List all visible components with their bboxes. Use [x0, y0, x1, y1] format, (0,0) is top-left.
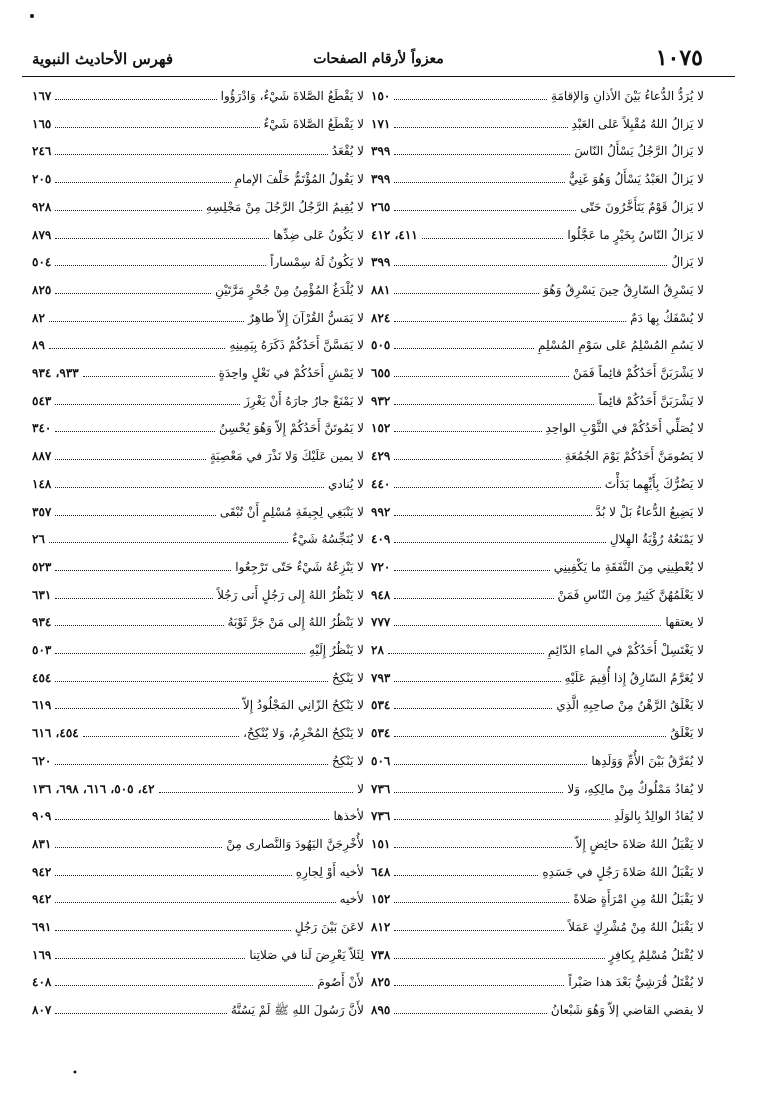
dot-leader — [55, 681, 328, 682]
dot-leader — [55, 985, 313, 986]
dot-leader — [55, 238, 269, 239]
hadith-incipit: لا يَمُوتَنَّ أَحَدُكُمْ إِلاّ وَهُوَ يُحْسِنُ — [218, 421, 364, 436]
index-entry — [32, 416, 364, 436]
dot-leader — [394, 764, 587, 765]
hadith-incipit: لا يقضي القاضي إلاّ وَهُوَ شَبْعانُ — [550, 1003, 704, 1018]
index-entry — [371, 693, 704, 713]
index-entry — [371, 555, 704, 575]
index-entry — [371, 389, 704, 409]
page-reference: ٩٢٨ — [32, 199, 52, 214]
page-reference: ٥٠٦ — [371, 753, 391, 768]
page-reference: ٤٠٩ — [371, 532, 391, 547]
dot-leader — [55, 265, 266, 266]
page-reference: ٧٩٣ — [371, 670, 391, 685]
index-entry — [32, 361, 364, 381]
page-reference: ٦٩١ — [32, 920, 52, 934]
hadith-incipit: لا يَسْرِقُ السّارِقُ حِينَ يَسْرِقُ وَهُوَ — [543, 282, 704, 297]
hadith-incipit: لا يَنْكِحُ — [332, 670, 364, 685]
dot-leader — [159, 792, 354, 793]
index-entry — [32, 333, 364, 353]
page-reference: ٥٠٣ — [32, 643, 52, 657]
index-entry — [371, 610, 704, 630]
page-reference: ٦٥٥ — [371, 366, 391, 380]
dot-leader — [55, 653, 305, 654]
index-entry — [32, 749, 364, 769]
page-reference: ٤٢٩ — [371, 449, 391, 464]
index-entry — [32, 250, 364, 270]
hadith-incipit: لا يَقْبَلُ اللهُ مِنْ مُشْرِكٍ عَمَلاً — [568, 920, 704, 934]
index-entry — [371, 583, 704, 603]
dot-leader — [55, 154, 328, 155]
index-entry — [371, 777, 704, 797]
page-reference: ٤٥٤، ٦١٦ — [32, 726, 79, 741]
hadith-incipit: لا يَمْنَعْ جارٌ جارَهُ أَنْ يَغْرِزَ — [244, 393, 364, 408]
dot-leader — [55, 598, 213, 599]
hadith-incipit: لا يَنْكِحُ المُحْرِمُ، وَلا يُنْكِحُ، — [243, 726, 364, 741]
hadith-incipit: لا يَقْطَعُ الصَّلاةَ شَيْءٌ — [263, 116, 364, 131]
index-entry — [371, 970, 704, 990]
page-reference: ٩٣٢ — [371, 393, 391, 408]
hadith-incipit: لا يَزالُ العَبْدُ يَسْأَلُ وَهُوَ غَنِيٌّ — [568, 172, 704, 187]
page-reference: ٣٤٠ — [32, 421, 52, 436]
page-reference: ٣٩٩ — [371, 144, 391, 159]
index-entry — [32, 527, 364, 547]
page-reference: ١٧١ — [371, 116, 391, 131]
dot-leader — [394, 1013, 547, 1014]
hadith-incipit: لا يعتقها — [665, 615, 704, 630]
page-reference: ٩٠٩ — [32, 809, 52, 824]
hadith-incipit: لا يَنْكِحُ — [332, 753, 364, 768]
page-reference: ٨٢٥ — [32, 282, 52, 297]
page-reference: ٤٥٤ — [32, 670, 52, 685]
dot-leader — [55, 459, 206, 460]
dot-leader — [55, 293, 211, 294]
dot-leader — [394, 792, 563, 793]
dot-leader — [394, 459, 560, 460]
index-entry — [32, 84, 364, 104]
hadith-incipit: لا يُرَدُّ الدُّعاءُ بَيْنَ الأذانِ وَالإقامَةِ — [551, 89, 704, 103]
dot-leader — [394, 293, 539, 294]
hadith-incipit: لأَنَّ رَسُولَ اللهِ ﷺ لَمْ يَسُنَّهُ — [230, 1003, 364, 1018]
dot-leader — [55, 958, 245, 959]
hadith-incipit: لا يَغْلَقُ الرَّهْنُ مِنْ صاحِبِهِ الَّذِي — [556, 698, 704, 713]
index-entry — [371, 416, 704, 436]
hadith-incipit: لا يَقُولُ المُؤْتَمُّ خَلْفَ الإمامِ — [234, 172, 364, 187]
hadith-incipit: لا يُقادُ مَمْلُوكٌ مِنْ مالِكِهِ، وَلا — [567, 781, 704, 796]
hadith-incipit: لا يَزالُ اللهُ مُقْبِلاً عَلى العَبْدِ — [571, 116, 704, 131]
dot-leader — [394, 210, 576, 211]
hadith-incipit: لا يَنْبَغِي لِجِيفَةِ مُسْلِمٍ أَنْ تُبْقَى — [219, 504, 364, 519]
index-entry — [371, 998, 704, 1018]
index-entry — [32, 306, 364, 326]
dot-leader — [422, 238, 564, 239]
index-entry — [32, 389, 364, 409]
index-entry — [371, 527, 704, 547]
page-reference: ٨٢٤ — [371, 310, 391, 325]
left-column-index — [32, 84, 364, 1024]
index-entry — [32, 721, 364, 741]
hadith-incipit: لا يَشْرَبَنَّ أَحَدُكُمْ قائِماً — [598, 393, 704, 408]
dot-leader — [394, 847, 571, 848]
index-entry — [371, 500, 704, 520]
dot-leader — [394, 542, 605, 543]
hadith-incipit: لا يَنْظُرُ اللهُ إِلى رَجُلٍ أَتى رَجُلاً — [217, 587, 364, 602]
index-entry — [371, 472, 704, 492]
page-reference: ٧٣٦ — [371, 781, 391, 796]
index-entry — [371, 306, 704, 326]
header-subtitle: معزواً لأرقام الصفحات — [313, 51, 444, 67]
dot-leader — [55, 847, 222, 848]
hadith-incipit: لا يَضِيعُ الدُّعاءُ بَلْ لا بُدَّ — [595, 504, 704, 519]
page-number: ١٠٧٥ — [655, 45, 703, 71]
hadith-incipit: لا يَزالُ قَوْمٌ يَتَأَخَّرُونَ حَتّى — [580, 199, 704, 214]
hadith-incipit: لا يَقْبَلُ اللهُ صَلاةَ رَجُلٍ في جَسَدِهِ — [542, 864, 704, 879]
hadith-incipit: لا يَغْتَسِلْ أَحَدُكُمْ في الماءِ الدّائِمِ — [547, 643, 704, 657]
hadith-incipit: لا يُعْطِينِي مِنَ النَّفَقَةِ ما يَكْفِينِي — [553, 559, 704, 574]
index-entry — [32, 223, 364, 243]
index-entry — [371, 887, 704, 907]
page-reference: ١٥١ — [371, 836, 391, 851]
index-entry — [371, 721, 704, 741]
dot-leader — [55, 570, 231, 571]
dot-leader — [55, 182, 230, 183]
hadith-incipit: لا يُصَلِّي أَحَدُكُمْ في الثَّوْبِ الواحِدِ — [545, 421, 704, 436]
page-reference: ٩٩٢ — [371, 504, 391, 519]
hadith-incipit: لا يَنْزِعُهُ شَيْءٌ حَتّى تَرْجِعُوا — [235, 559, 364, 574]
hadith-incipit: لا يَزالُ الرَّجُلُ يَسْأَلُ النّاسَ — [574, 144, 704, 159]
index-entry — [371, 444, 704, 464]
hadith-incipit: لا يَمْنَعُهُ رُؤْيَةُ الهِلالِ — [609, 532, 704, 547]
index-entry — [371, 943, 704, 963]
page-reference: ٩٤٢ — [32, 864, 52, 879]
page-reference: ٢٦ — [32, 532, 45, 547]
page-reference: ٧٣٦ — [371, 809, 391, 824]
index-entry — [371, 804, 704, 824]
hadith-incipit: لا يَشْرَبَنَّ أَحَدُكُمْ قائِماً فَمَنْ — [572, 366, 704, 380]
index-entry — [32, 943, 364, 963]
index-entry — [32, 832, 364, 852]
page-reference: ٦٣١ — [32, 587, 52, 602]
page-reference: ٥٢٣ — [32, 559, 52, 574]
dot-leader — [394, 930, 564, 931]
index-entry — [32, 887, 364, 907]
page-reference: ٦٤٨ — [371, 864, 391, 879]
dot-leader — [394, 265, 667, 266]
page-reference: ٥٠٥ — [371, 338, 391, 353]
page-reference: ٤٤٠ — [371, 476, 391, 491]
hadith-incipit: لا يَزالُ — [671, 255, 704, 270]
page-reference: ٩٤٨ — [371, 587, 391, 602]
hadith-incipit: لا يَضُرُّكَ بِأَيِّهِما بَدَأْتَ — [604, 476, 704, 491]
dot-leader — [394, 875, 538, 876]
dot-leader — [394, 348, 534, 349]
index-entry — [371, 112, 704, 132]
index-entry — [371, 84, 704, 104]
hadith-incipit: لا يُقْعَدُ — [331, 144, 364, 159]
dot-leader — [49, 542, 288, 543]
index-entry — [32, 998, 364, 1018]
dot-leader — [55, 764, 328, 765]
dot-leader — [394, 570, 549, 571]
page-reference: ٥٣٤ — [371, 698, 391, 713]
hadith-incipit: لا يُغَرَّمُ السّارِقُ إِذا أُقِيمَ عَلَيْهِ — [564, 670, 704, 685]
dot-leader — [55, 127, 259, 128]
hadith-incipit: لا يُنادي — [327, 476, 364, 491]
page-reference: ٨٩ — [32, 338, 45, 353]
hadith-incipit: لا يَنْظُرُ اللهُ إِلى مَنْ جَرَّ ثَوْبَهُ — [227, 615, 364, 630]
page-reference: ٤٠٨ — [32, 975, 52, 990]
dot-leader — [394, 154, 570, 155]
hadith-incipit: لأُخْرِجَنَّ اليَهُودَ وَالنَّصارى مِنْ — [226, 836, 364, 851]
page-reference: ٢٤٦ — [32, 144, 52, 159]
dot-leader — [55, 487, 324, 488]
page-reference: ٩٤٢ — [32, 892, 52, 907]
dot-leader — [394, 404, 594, 405]
page-reference: ٤١١، ٤١٢ — [371, 227, 418, 242]
dot-leader — [394, 376, 569, 377]
page-reference: ٢٦٥ — [371, 199, 391, 214]
page-reference: ٣٩٩ — [371, 255, 391, 270]
index-entry — [32, 555, 364, 575]
hadith-incipit: لِئَلاّ يَعْرِضَ لَنا في صَلاتِنا — [249, 947, 364, 962]
index-entry — [371, 749, 704, 769]
hadith-incipit: لا يُقِيمُ الرَّجُلُ الرَّجُلَ مِنْ مَجْلِسِهِ — [205, 199, 364, 214]
dot-leader — [55, 404, 240, 405]
index-entry — [371, 250, 704, 270]
dot-leader — [394, 902, 569, 903]
index-entry — [32, 500, 364, 520]
hadith-incipit: لا يَكُونُ لَهُ سِمْساراً — [270, 255, 364, 270]
hadith-incipit: لا يمين عَلَيْكَ وَلا نَذْرَ في مَعْصِيَةٍ — [209, 449, 364, 464]
page-reference: ٥٣٤ — [371, 726, 391, 741]
page-reference: ٦١٩ — [32, 698, 52, 713]
hadith-incipit: لا يُقْتَلُ مُسْلِمٌ بِكافِرٍ — [608, 947, 704, 962]
dot-leader — [394, 625, 661, 626]
dot-leader — [394, 515, 591, 516]
dot-leader — [394, 819, 610, 820]
page-reference: ٨٢ — [32, 310, 45, 325]
hadith-incipit: لأَنْ أَصُومَ — [317, 975, 364, 990]
index-entry — [32, 970, 364, 990]
hadith-incipit: لا يُلْدَغُ المُؤْمِنُ مِنْ جُحْرٍ مَرَّتَيْنِ — [215, 282, 364, 297]
dot-leader — [55, 515, 216, 516]
hadith-incipit: لا يَمْشِ أَحَدُكُمْ في نَعْلٍ واحِدَةٍ — [218, 366, 364, 380]
hadith-incipit: لا يُقْتَلُ قُرَشِيٌّ بَعْدَ هذا صَبْراً — [568, 975, 704, 990]
hadith-incipit: لا يُنَجِّسُهُ شَيْءٌ — [291, 532, 364, 547]
dot-leader — [394, 321, 626, 322]
index-entry — [32, 472, 364, 492]
page-reference: ٩٣٤ — [32, 615, 52, 630]
index-entry — [371, 223, 704, 243]
dot-leader — [394, 99, 547, 100]
page-reference: ١٦٩ — [32, 947, 52, 962]
hadith-incipit: لأخيه أَوْ لِجارِهِ — [295, 864, 364, 879]
page-reference: ٣٩٩ — [371, 172, 391, 187]
index-entry — [32, 583, 364, 603]
index-entry — [32, 167, 364, 187]
hadith-incipit: لا يَصُومَنَّ أَحَدُكُمْ يَوْمَ الجُمُعَةِ — [564, 449, 704, 464]
dot-leader — [55, 930, 290, 931]
hadith-incipit: لا يَمَسَّنَّ أَحَدُكُمْ ذَكَرَهُ بِيَمِينِهِ — [229, 338, 364, 353]
hadith-incipit: لا يُفَرَّقُ بَيْنَ الأُمِّ وَوَلَدِها — [591, 753, 704, 768]
index-entry — [371, 666, 704, 686]
index-entry — [371, 167, 704, 187]
page-reference: ١٤٨ — [32, 476, 52, 491]
index-entry — [32, 278, 364, 298]
index-entry — [32, 139, 364, 159]
hadith-incipit: لأخيه — [339, 892, 364, 907]
running-title: فهرس الأحاديث النبوية — [32, 50, 174, 68]
page-reference: ١٦٥ — [32, 116, 52, 131]
dot-leader — [55, 99, 216, 100]
index-entry — [371, 638, 704, 658]
index-entry — [371, 195, 704, 215]
hadith-incipit: لأخذها — [333, 809, 364, 824]
bottom-mark: • — [72, 1068, 78, 1079]
page-reference: ١٥٢ — [371, 892, 391, 907]
dot-leader — [55, 210, 202, 211]
page-reference: ٦٢٠ — [32, 753, 52, 768]
dot-leader — [394, 985, 564, 986]
dot-leader — [388, 653, 544, 654]
index-entry — [371, 139, 704, 159]
page-reference: ٨٩٥ — [371, 1003, 391, 1018]
index-entry — [371, 361, 704, 381]
hadith-incipit: لا يَنْكِحُ الزّانِي المَجْلُودُ إِلاّ — [242, 698, 364, 713]
dot-leader — [394, 127, 567, 128]
page-reference: ٨٧٩ — [32, 227, 52, 242]
dot-leader — [55, 819, 329, 820]
dot-leader — [394, 598, 553, 599]
hadith-incipit: لا يَنْظُرُ إِلَيْهِ — [309, 643, 364, 657]
dot-leader — [394, 182, 564, 183]
index-entry — [32, 915, 364, 935]
page-reference: ٨٠٧ — [32, 1003, 52, 1018]
page-reference: ١٥٠ — [371, 89, 391, 103]
dot-leader — [55, 1013, 227, 1014]
dot-leader — [55, 875, 291, 876]
index-entry — [371, 333, 704, 353]
dot-leader — [83, 376, 215, 377]
hadith-incipit: لا يَزالُ النّاسُ بِخَيْرٍ ما عَجَّلُوا — [567, 227, 704, 242]
dot-leader — [55, 708, 239, 709]
page-corner-dot — [30, 14, 34, 18]
page-header — [22, 44, 735, 77]
page-reference: ٨٨١ — [371, 282, 391, 297]
dot-leader — [394, 708, 552, 709]
hadith-incipit: لا يَكُونُ عَلى ضِدِّها — [273, 227, 364, 242]
index-entry — [32, 666, 364, 686]
page-reference: ٨٢٥ — [371, 975, 391, 990]
hadith-incipit: لاعَنَ بَيْنَ رَجُلٍ — [294, 920, 364, 934]
dot-leader — [55, 902, 335, 903]
dot-leader — [394, 487, 600, 488]
page-reference: ٨٣١ — [32, 836, 52, 851]
page-reference: ٥٤٣ — [32, 393, 52, 408]
hadith-incipit: لا يَقْبَلُ اللهُ صَلاةَ حائِضٍ إِلاّ — [575, 836, 704, 851]
index-entry — [32, 195, 364, 215]
hadith-incipit: لا يَغْلَقُ — [670, 726, 704, 741]
right-column-index — [371, 84, 704, 1024]
hadith-incipit: لا يَقْطَعُ الصَّلاةَ شَيْءٌ، وَادْرَؤُوا — [220, 89, 364, 103]
page-reference: ٧٣٨ — [371, 947, 391, 962]
page-reference: ٩٣٣، ٩٣٤ — [32, 366, 79, 380]
hadith-incipit: لا يَقْبَلُ اللهُ مِنِ امْرَأَةٍ صَلاةً — [573, 892, 704, 907]
dot-leader — [49, 348, 226, 349]
dot-leader — [49, 321, 244, 322]
hadith-incipit: لا يَسُمِ المُسْلِمُ عَلى سَوْمِ المُسْلِمِ — [538, 338, 704, 353]
index-entry — [32, 444, 364, 464]
index-entry — [371, 832, 704, 852]
page-reference: ٤٢، ٥٠٥، ٦١٦، ٦٩٨، ١٣٦ — [32, 781, 155, 796]
index-entry — [371, 860, 704, 880]
dot-leader — [83, 736, 239, 737]
hadith-incipit: لا يَمَسُّ القُرْآنَ إِلاّ طاهِرٌ — [248, 310, 364, 325]
hadith-incipit: لا يُقادُ الوالِدُ بِالوَلَدِ — [614, 809, 704, 824]
dot-leader — [55, 625, 223, 626]
hadith-incipit: لا يَعْلَمُهُنَّ كَثِيرٌ مِنَ النّاسِ فَمَنْ — [557, 587, 704, 602]
index-entry — [32, 777, 364, 797]
page-reference: ٧٧٧ — [371, 615, 391, 630]
dot-leader — [55, 431, 215, 432]
dot-leader — [394, 958, 604, 959]
page-reference: ٢٨ — [371, 643, 384, 657]
index-entry — [32, 804, 364, 824]
dot-leader — [394, 681, 560, 682]
page-reference: ٢٠٥ — [32, 172, 52, 187]
hadith-incipit: لا يُسْفَكُ بِها دَمٌ — [630, 310, 704, 325]
index-entry — [32, 693, 364, 713]
hadith-incipit: لا — [357, 781, 364, 796]
index-entry — [32, 610, 364, 630]
page-reference: ٧٢٠ — [371, 559, 391, 574]
index-entry — [32, 638, 364, 658]
dot-leader — [394, 431, 541, 432]
page-reference: ٣٥٧ — [32, 504, 52, 519]
page-reference: ٨١٢ — [371, 920, 391, 934]
page-reference: ٨٨٧ — [32, 449, 52, 464]
index-entry — [32, 112, 364, 132]
index-entry — [371, 915, 704, 935]
index-entry — [32, 860, 364, 880]
index-entry — [371, 278, 704, 298]
dot-leader — [394, 736, 666, 737]
page-reference: ١٦٧ — [32, 89, 52, 103]
page-reference: ١٥٢ — [371, 421, 391, 436]
page-reference: ٥٠٤ — [32, 255, 52, 270]
